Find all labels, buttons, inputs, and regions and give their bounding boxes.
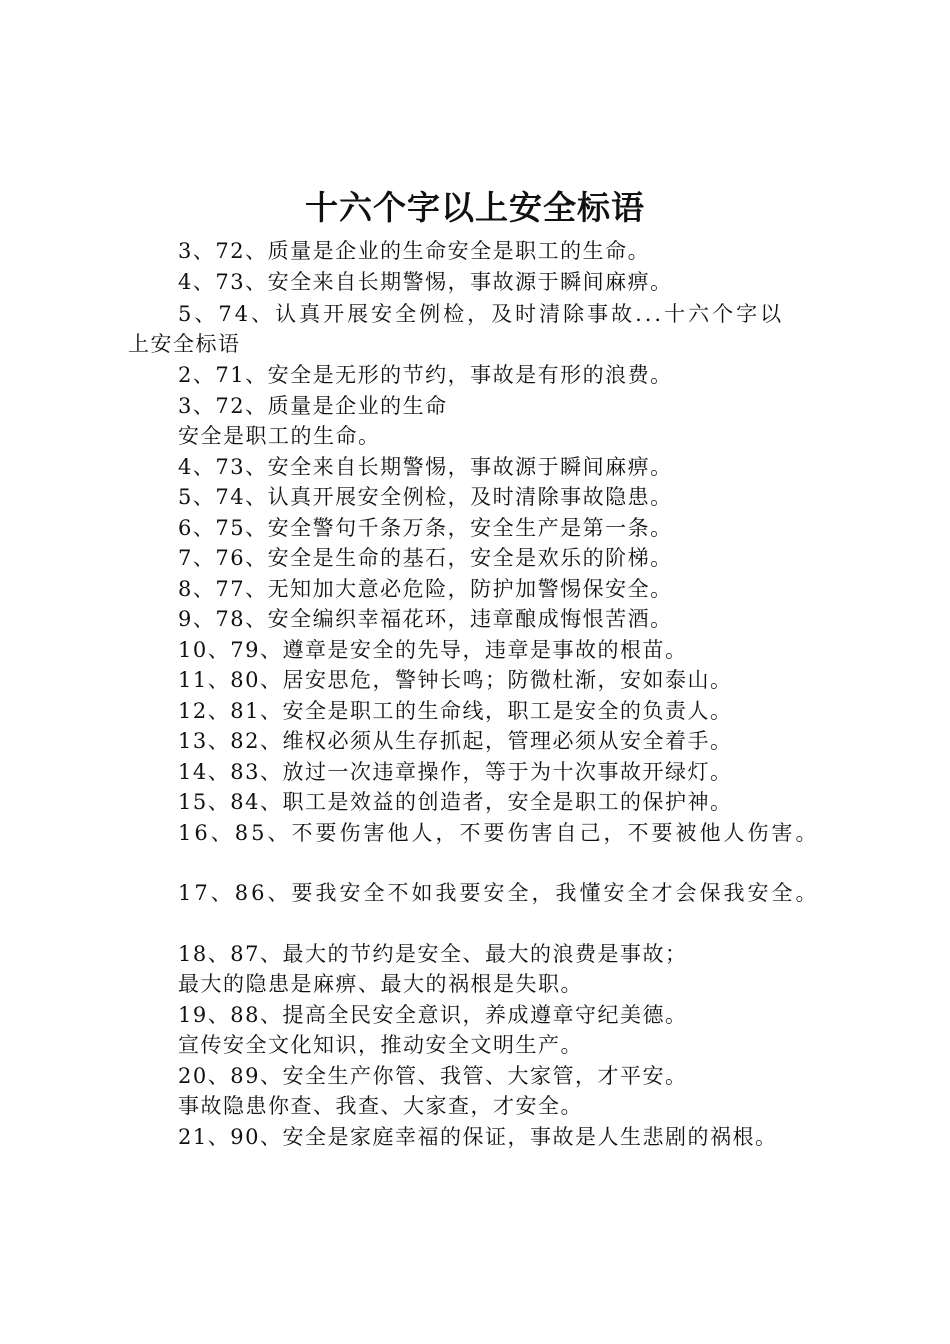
- slogan-line: 20、89、安全生产你管、我管、大家管，才平安。: [178, 1064, 688, 1088]
- slogan-line: 6、75、安全警句千条万条，安全生产是第一条。: [178, 516, 673, 540]
- slogan-line: 15、84、职工是效益的创造者，安全是职工的保护神。: [178, 790, 733, 814]
- slogan-line: 21、90、安全是家庭幸福的保证，事故是人生悲剧的祸根。: [178, 1125, 778, 1149]
- slogan-line: 10、79、遵章是安全的先导，违章是事故的根苗。: [178, 638, 688, 662]
- slogan-line: 19、88、提高全民安全意识，养成遵章守纪美德。: [178, 1003, 688, 1027]
- slogan-line: 安全是职工的生命。: [178, 424, 381, 448]
- slogan-line: 11、80、居安思危，警钟长鸣；防微杜渐，安如泰山。: [178, 668, 733, 692]
- slogan-line: 最大的隐患是麻痹、最大的祸根是失职。: [178, 972, 583, 996]
- slogan-line: 事故隐患你查、我查、大家查，才安全。: [178, 1094, 583, 1118]
- slogan-line: 13、82、维权必须从生存抓起，管理必须从安全着手。: [178, 729, 733, 753]
- slogan-line: 宣传安全文化知识，推动安全文明生产。: [178, 1033, 583, 1057]
- slogan-line: 3、72、质量是企业的生命安全是职工的生命。: [178, 239, 651, 263]
- slogan-line: 5、74、认真开展安全例检，及时清除事故隐患。: [178, 485, 673, 509]
- slogan-line: 12、81、安全是职工的生命线，职工是安全的负责人。: [178, 699, 733, 723]
- slogan-line: 4、73、安全来自长期警惕，事故源于瞬间麻痹。: [178, 270, 673, 294]
- slogan-line: 16、85、不要伤害他人，不要伤害自己，不要被他人伤害。: [178, 821, 820, 845]
- slogan-line: 14、83、放过一次违章操作，等于为十次事故开绿灯。: [178, 760, 733, 784]
- slogan-line: 4、73、安全来自长期警惕，事故源于瞬间麻痹。: [178, 455, 673, 479]
- slogan-line: 8、77、无知加大意必危险，防护加警惕保安全。: [178, 577, 673, 601]
- slogan-line: 2、71、安全是无形的节约，事故是有形的浪费。: [178, 363, 673, 387]
- slogan-line: 3、72、质量是企业的生命: [178, 394, 448, 418]
- slogan-line: 9、78、安全编织幸福花环，违章酿成悔恨苦酒。: [178, 607, 673, 631]
- slogan-line: 上安全标语: [128, 332, 241, 356]
- slogan-line: 17、86、要我安全不如我要安全，我懂安全才会保我安全。: [178, 881, 820, 905]
- slogan-line: 7、76、安全是生命的基石，安全是欢乐的阶梯。: [178, 546, 673, 570]
- slogan-line: 5、74、认真开展安全例检，及时清除事故...十六个字以: [178, 302, 785, 326]
- slogan-line: 18、87、最大的节约是安全、最大的浪费是事故；: [178, 942, 688, 966]
- document-title: 十六个字以上安全标语: [305, 188, 645, 227]
